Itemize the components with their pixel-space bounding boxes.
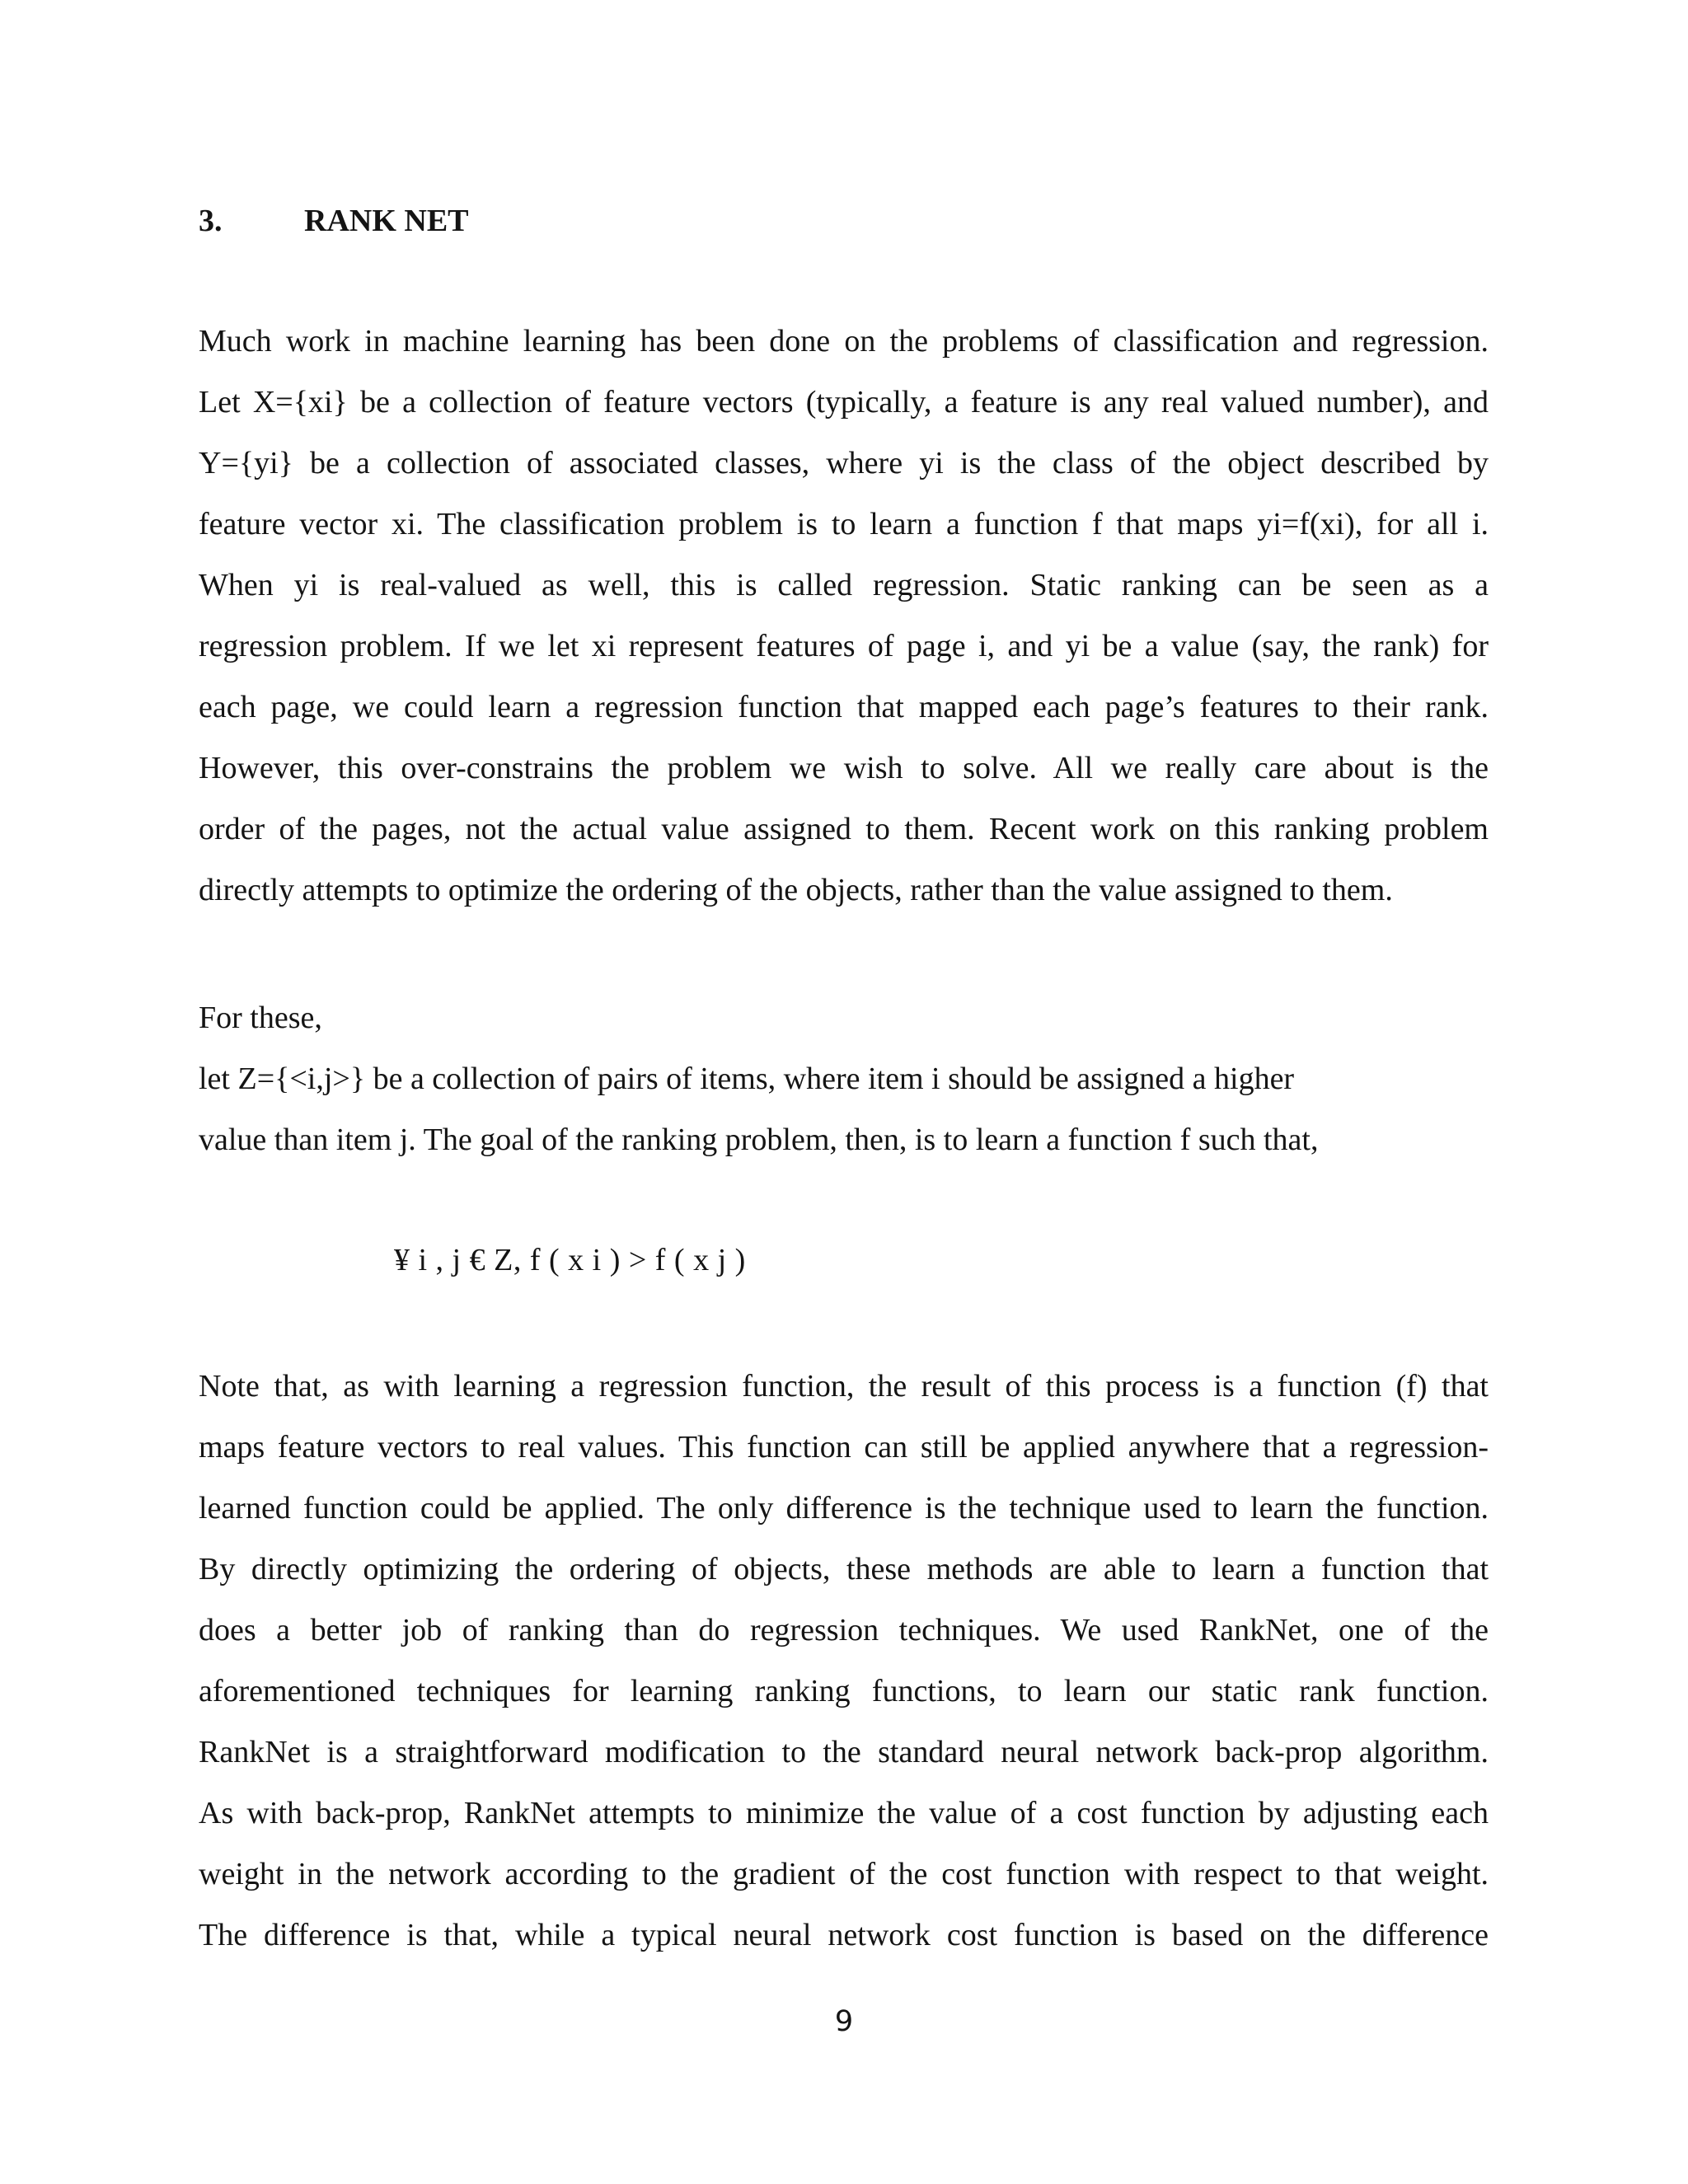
text-line: feature vector xi. The classification problem is to learn a function f that maps yi=f(xi), for all i.: [199, 507, 1489, 541]
text-line: maps feature vectors to real values. This function can still be applied anywhere that a regression-: [199, 1430, 1489, 1465]
text-line: For these,: [199, 1001, 322, 1035]
page-number: 9: [834, 2005, 854, 2038]
text-line: aforementioned techniques for learning ranking functions, to learn our static rank function.: [199, 1674, 1489, 1708]
ranking-equation: ¥ i , j € Z, f ( x i ) > f ( x j ): [394, 1243, 746, 1277]
text-line: order of the pages, not the actual value assigned to them. Recent work on this ranking problem: [199, 812, 1489, 846]
text-line: Note that, as with learning a regression function, the result of this process is a function (f) that: [199, 1369, 1489, 1404]
text-line: directly attempts to optimize the ordering of the objects, rather than the value assigned to them.: [199, 873, 1393, 907]
paragraph-2: [199, 987, 1489, 1170]
text-line: However, this over-constrains the problem we wish to solve. All we really care about is the: [199, 751, 1489, 785]
text-line: regression problem. If we let xi represent features of page i, and yi be a value (say, the rank) for: [199, 629, 1489, 663]
text-line: weight in the network according to the gradient of the cost function with respect to that weight.: [199, 1857, 1489, 1891]
text-line: Much work in machine learning has been done on the problems of classification and regression.: [199, 324, 1489, 359]
section-heading: [199, 199, 469, 242]
text-line: RankNet is a straightforward modification to the standard neural network back-prop algorithm.: [199, 1735, 1489, 1769]
text-line: Let X={xi} be a collection of feature vectors (typically, a feature is any real valued number), and: [199, 385, 1489, 419]
text-line: The difference is that, while a typical neural network cost function is based on the difference: [199, 1918, 1489, 1952]
text-line: Y={yi} be a collection of associated classes, where yi is the class of the object described by: [199, 446, 1489, 480]
paragraph-1: [199, 311, 1489, 921]
paragraph-3: [199, 1356, 1489, 1966]
text-line: By directly optimizing the ordering of objects, these methods are able to learn a function that: [199, 1552, 1489, 1586]
text-line: As with back-prop, RankNet attempts to minimize the value of a cost function by adjusting each: [199, 1796, 1489, 1830]
text-line: does a better job of ranking than do regression techniques. We used RankNet, one of the: [199, 1613, 1489, 1647]
section-number: 3.: [199, 204, 223, 238]
text-line: value than item j. The goal of the ranking problem, then, is to learn a function f such that,: [199, 1122, 1319, 1157]
text-line: let Z={<i,j>} be a collection of pairs of items, where item i should be assigned a higher: [199, 1062, 1295, 1096]
text-line: learned function could be applied. The only difference is the technique used to learn the function.: [199, 1491, 1489, 1526]
section-title: RANK NET: [304, 204, 469, 238]
text-line: When yi is real-valued as well, this is called regression. Static ranking can be seen as a: [199, 568, 1489, 602]
text-line: each page, we could learn a regression function that mapped each page’s features to their rank.: [199, 690, 1489, 724]
